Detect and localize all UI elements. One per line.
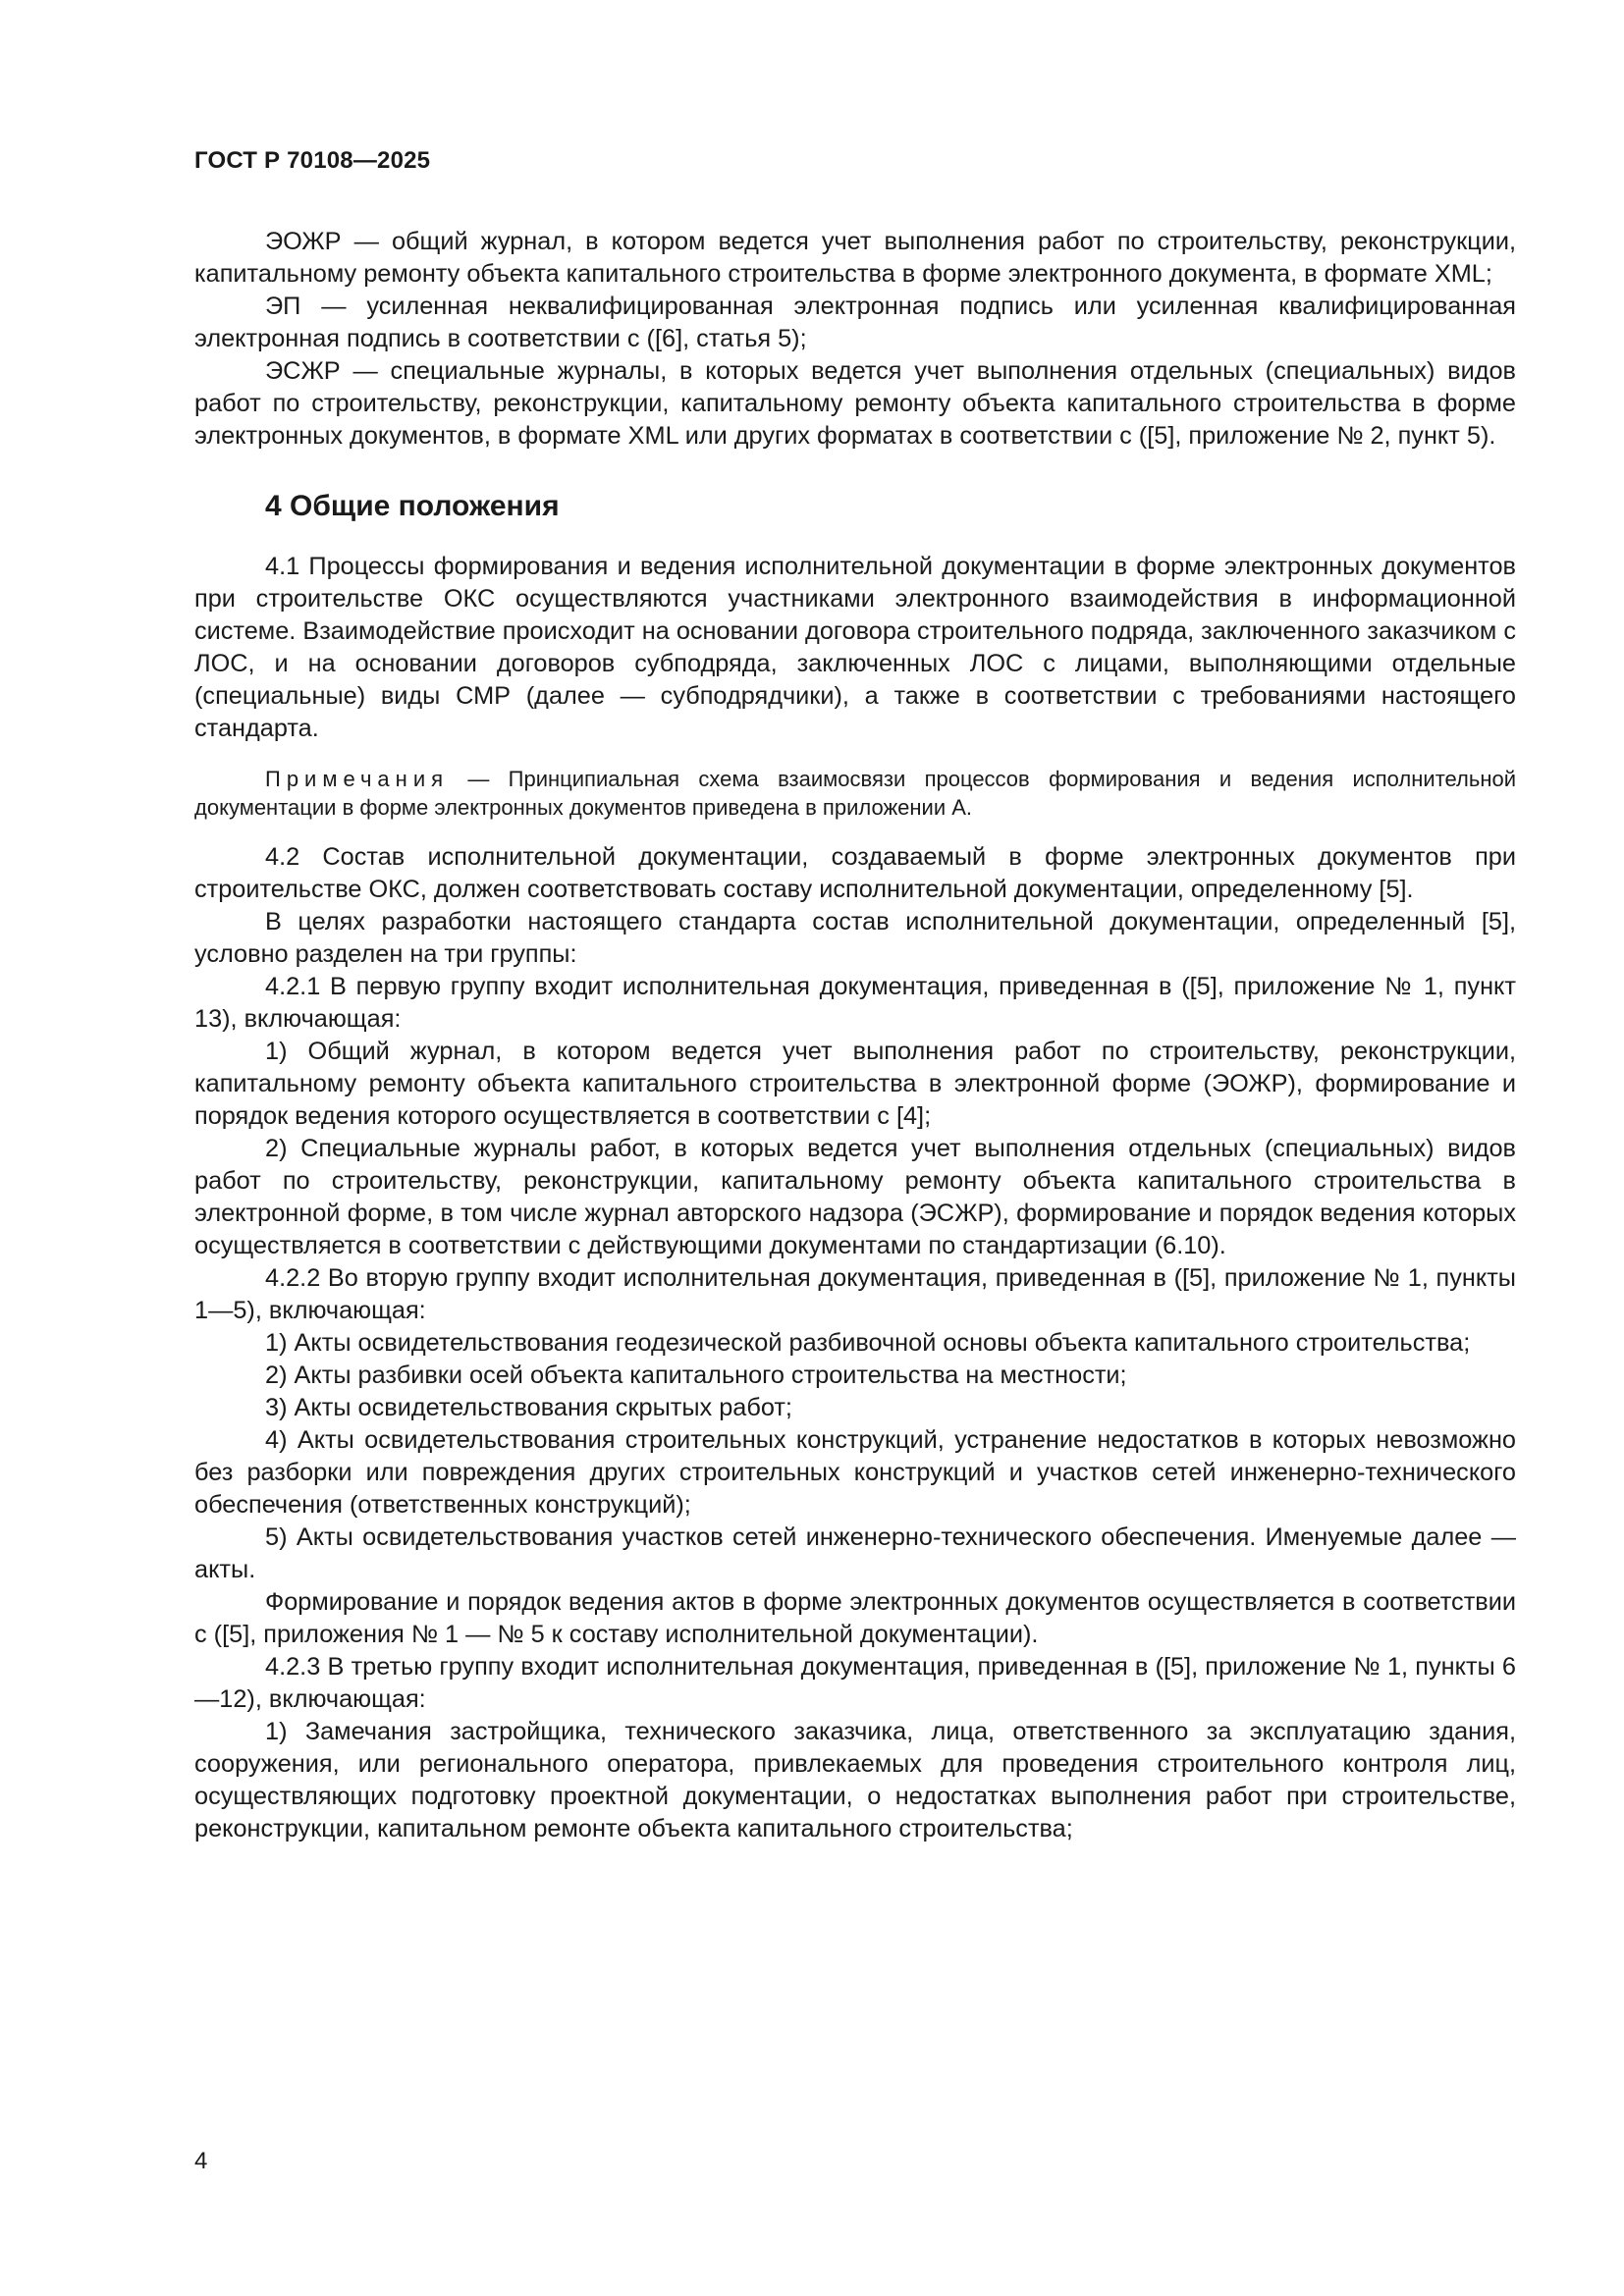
paragraph-4-2-1: 4.2.1 В первую группу входит исполнительная документация, приведенная в ([5], приложение № 1, пункт 13), включающая:: [194, 973, 1516, 1033]
standard-header: ГОСТ Р 70108—2025: [194, 147, 431, 174]
list-item-act-5: 5) Акты освидетельствования участков сетей инженерно-технического обеспечения. Именуемые далее — акты.: [194, 1523, 1516, 1583]
list-item-eszhr: 2) Специальные журналы работ, в которых ведется учет выполнения отдельных (специальных) видов работ по строительству, реконструкции, капитальному ремонту объекта капитального строительства в электронной форме, в том числе журнал авторского надзора (ЭСЖР), формирование и порядок ведения которых осуществляется в соответствии с действующими документами по стандартизации (6.10).: [194, 1135, 1516, 1259]
section-body: [194, 841, 1516, 1845]
note-text: — Принципиальная схема взаимосвязи процессов формирования и ведения исполнительной документации в форме электронных документов приведена в приложении А.: [194, 767, 1516, 820]
list-item-act-4: 4) Акты освидетельствования строительных конструкций, устранение недостатков в которых невозможно без разборки или повреждения других строительных конструкций и участков сетей инженерно-технического обеспечения (ответственных конструкций);: [194, 1426, 1516, 1519]
paragraph-4-2-2: 4.2.2 Во вторую группу входит исполнительная документация, приведенная в ([5], приложение № 1, пункты 1—5), включающая:: [194, 1264, 1516, 1324]
list-item-eozhr: 1) Общий журнал, в котором ведется учет выполнения работ по строительству, реконструкции, капитальному ремонту объекта капитального строительства в электронной форме (ЭОЖР), формирование и порядок ведения которого осуществляется в соответствии с [4];: [194, 1038, 1516, 1130]
list-item-act-3: 3) Акты освидетельствования скрытых работ;: [265, 1394, 792, 1421]
section-heading: 4 Общие положения: [265, 490, 560, 522]
document-page: [194, 147, 1516, 1845]
definition-eozhr: ЭОЖР — общий журнал, в котором ведется учет выполнения работ по строительству, реконструкции, капитальному ремонту объекта капитального строительства в форме электронного документа, в формате XML;: [194, 228, 1516, 288]
paragraph-4-1: 4.1 Процессы формирования и ведения исполнительной документации в форме электронных документов при строительстве ОКС осуществляются участниками электронного взаимодействия в информационной системе. Взаимодействие происходит на основании договора строительного подряда, заключенного заказчиком с ЛОС, и на основании договоров субподряда, заключенных ЛОС с лицами, выполняющими отдельные (специальные) виды СМР (далее — субподрядчики), а также в соответствии с требованиями настоящего стандарта.: [194, 553, 1516, 742]
paragraph-4-2: 4.2 Состав исполнительной документации, создаваемый в форме электронных документов при строительстве ОКС, должен соответствовать составу исполнительной документации, определенному [5].: [194, 843, 1516, 903]
paragraph-groups-intro: В целях разработки настоящего стандарта состав исполнительной документации, определенный [5], условно разделен на три группы:: [194, 908, 1516, 968]
note: [194, 765, 1516, 822]
paragraph-acts-procedure: Формирование и порядок ведения актов в форме электронных документов осуществляется в соответствии с ([5], приложения № 1 — № 5 к составу исполнительной документации).: [194, 1588, 1516, 1648]
abbreviations-list: [194, 226, 1516, 453]
page-number: 4: [194, 2148, 208, 2174]
list-item-act-1: 1) Акты освидетельствования геодезической разбивочной основы объекта капитального строительства;: [265, 1329, 1471, 1357]
list-item-act-2: 2) Акты разбивки осей объекта капитального строительства на местности;: [265, 1362, 1127, 1389]
list-item-remarks: 1) Замечания застройщика, технического заказчика, лица, ответственного за эксплуатацию здания, сооружения, или регионального оператора, привлекаемых для проведения строительного контроля лиц, осуществляющих подготовку проектной документации, о недостатках выполнения работ при строительстве, реконструкции, капитальном ремонте объекта капитального строительства;: [194, 1718, 1516, 1842]
definition-eszhr: ЭСЖР — специальные журналы, в которых ведется учет выполнения отдельных (специальных) видов работ по строительству, реконструкции, капитальному ремонту объекта капитального строительства в форме электронных документов, в формате XML или других форматах в соответствии с ([5], приложение № 2, пункт 5).: [194, 357, 1516, 450]
definition-ep: ЭП — усиленная неквалифицированная электронная подпись или усиленная квалифицированная электронная подпись в соответствии с ([6], статья 5);: [194, 293, 1516, 352]
note-label: Примечания: [265, 767, 450, 791]
paragraph-4-2-3: 4.2.3 В третью группу входит исполнительная документация, приведенная в ([5], приложение № 1, пункты 6—12), включающая:: [194, 1653, 1516, 1713]
